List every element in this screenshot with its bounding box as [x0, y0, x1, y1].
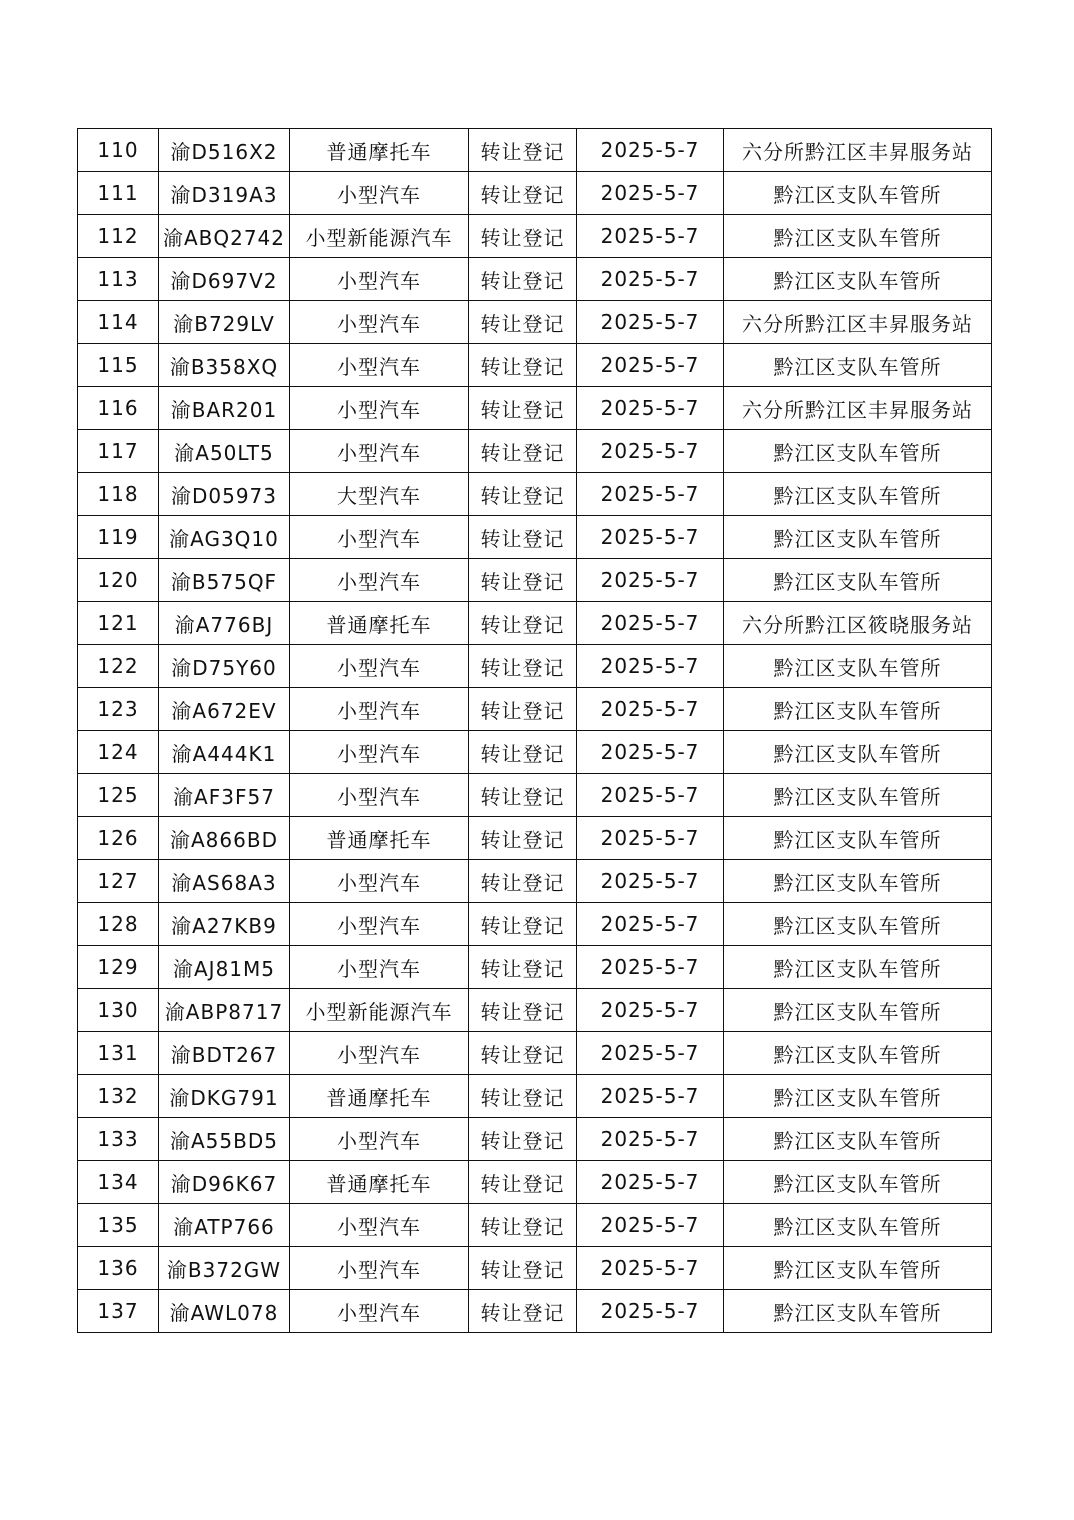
- row-number-cell: 132: [78, 1075, 159, 1118]
- business-type-cell: 转让登记: [469, 817, 577, 860]
- vehicle-type-cell: 小型汽车: [290, 1118, 469, 1161]
- date-cell: 2025-5-7: [577, 860, 724, 903]
- office-cell: 黔江区支队车管所: [724, 1118, 992, 1161]
- table-row: [78, 387, 992, 430]
- office-cell: 黔江区支队车管所: [724, 344, 992, 387]
- table-row: [78, 1118, 992, 1161]
- date-cell: 2025-5-7: [577, 688, 724, 731]
- office-cell: 黔江区支队车管所: [724, 1161, 992, 1204]
- office-cell: 六分所黔江区丰昇服务站: [724, 387, 992, 430]
- date-cell: 2025-5-7: [577, 1247, 724, 1290]
- vehicle-type-cell: 小型汽车: [290, 946, 469, 989]
- vehicle-type-cell: 小型汽车: [290, 1204, 469, 1247]
- date-cell: 2025-5-7: [577, 903, 724, 946]
- row-number-cell: 126: [78, 817, 159, 860]
- plate-number-cell: 渝DKG791: [159, 1075, 290, 1118]
- business-type-cell: 转让登记: [469, 1290, 577, 1333]
- business-type-cell: 转让登记: [469, 946, 577, 989]
- vehicle-type-cell: 小型汽车: [290, 1032, 469, 1075]
- vehicle-type-cell: 小型汽车: [290, 645, 469, 688]
- office-cell: 黔江区支队车管所: [724, 172, 992, 215]
- plate-number-cell: 渝A672EV: [159, 688, 290, 731]
- business-type-cell: 转让登记: [469, 473, 577, 516]
- plate-number-cell: 渝AG3Q10: [159, 516, 290, 559]
- vehicle-type-cell: 小型汽车: [290, 301, 469, 344]
- office-cell: 黔江区支队车管所: [724, 1032, 992, 1075]
- business-type-cell: 转让登记: [469, 430, 577, 473]
- vehicle-type-cell: 小型汽车: [290, 860, 469, 903]
- row-number-cell: 123: [78, 688, 159, 731]
- row-number-cell: 125: [78, 774, 159, 817]
- plate-number-cell: 渝A50LT5: [159, 430, 290, 473]
- table-row: [78, 1161, 992, 1204]
- row-number-cell: 115: [78, 344, 159, 387]
- plate-number-cell: 渝AWL078: [159, 1290, 290, 1333]
- business-type-cell: 转让登记: [469, 1075, 577, 1118]
- date-cell: 2025-5-7: [577, 129, 724, 172]
- row-number-cell: 129: [78, 946, 159, 989]
- vehicle-type-cell: 小型汽车: [290, 1290, 469, 1333]
- date-cell: 2025-5-7: [577, 430, 724, 473]
- business-type-cell: 转让登记: [469, 645, 577, 688]
- date-cell: 2025-5-7: [577, 989, 724, 1032]
- table-row: [78, 516, 992, 559]
- vehicle-type-cell: 小型汽车: [290, 774, 469, 817]
- business-type-cell: 转让登记: [469, 860, 577, 903]
- vehicle-type-cell: 小型汽车: [290, 258, 469, 301]
- office-cell: 黔江区支队车管所: [724, 215, 992, 258]
- business-type-cell: 转让登记: [469, 903, 577, 946]
- table-row: [78, 301, 992, 344]
- date-cell: 2025-5-7: [577, 1118, 724, 1161]
- date-cell: 2025-5-7: [577, 516, 724, 559]
- table-row: [78, 473, 992, 516]
- office-cell: 黔江区支队车管所: [724, 1290, 992, 1333]
- plate-number-cell: 渝ABP8717: [159, 989, 290, 1032]
- date-cell: 2025-5-7: [577, 344, 724, 387]
- row-number-cell: 114: [78, 301, 159, 344]
- plate-number-cell: 渝ABQ2742: [159, 215, 290, 258]
- table-row: [78, 860, 992, 903]
- plate-number-cell: 渝B358XQ: [159, 344, 290, 387]
- business-type-cell: 转让登记: [469, 129, 577, 172]
- table-row: [78, 1032, 992, 1075]
- office-cell: 黔江区支队车管所: [724, 1247, 992, 1290]
- business-type-cell: 转让登记: [469, 215, 577, 258]
- row-number-cell: 120: [78, 559, 159, 602]
- table-row: [78, 817, 992, 860]
- date-cell: 2025-5-7: [577, 301, 724, 344]
- business-type-cell: 转让登记: [469, 172, 577, 215]
- business-type-cell: 转让登记: [469, 301, 577, 344]
- table-row: [78, 774, 992, 817]
- table-row: [78, 1247, 992, 1290]
- vehicle-type-cell: 小型汽车: [290, 559, 469, 602]
- table-row: [78, 688, 992, 731]
- row-number-cell: 110: [78, 129, 159, 172]
- date-cell: 2025-5-7: [577, 473, 724, 516]
- date-cell: 2025-5-7: [577, 1204, 724, 1247]
- business-type-cell: 转让登记: [469, 258, 577, 301]
- office-cell: 六分所黔江区丰昇服务站: [724, 129, 992, 172]
- plate-number-cell: 渝B729LV: [159, 301, 290, 344]
- business-type-cell: 转让登记: [469, 344, 577, 387]
- plate-number-cell: 渝A776BJ: [159, 602, 290, 645]
- office-cell: 黔江区支队车管所: [724, 473, 992, 516]
- vehicle-type-cell: 普通摩托车: [290, 602, 469, 645]
- office-cell: 黔江区支队车管所: [724, 817, 992, 860]
- table-row: [78, 215, 992, 258]
- row-number-cell: 116: [78, 387, 159, 430]
- vehicle-type-cell: 普通摩托车: [290, 817, 469, 860]
- date-cell: 2025-5-7: [577, 645, 724, 688]
- date-cell: 2025-5-7: [577, 1161, 724, 1204]
- date-cell: 2025-5-7: [577, 258, 724, 301]
- office-cell: 黔江区支队车管所: [724, 1204, 992, 1247]
- date-cell: 2025-5-7: [577, 215, 724, 258]
- row-number-cell: 131: [78, 1032, 159, 1075]
- plate-number-cell: 渝A866BD: [159, 817, 290, 860]
- table-row: [78, 1204, 992, 1247]
- table-row: [78, 129, 992, 172]
- date-cell: 2025-5-7: [577, 774, 724, 817]
- vehicle-type-cell: 小型汽车: [290, 1247, 469, 1290]
- table-body: [78, 129, 992, 1333]
- table-row: [78, 903, 992, 946]
- office-cell: 六分所黔江区筱晓服务站: [724, 602, 992, 645]
- office-cell: 黔江区支队车管所: [724, 258, 992, 301]
- business-type-cell: 转让登记: [469, 688, 577, 731]
- office-cell: 黔江区支队车管所: [724, 946, 992, 989]
- vehicle-type-cell: 小型汽车: [290, 731, 469, 774]
- plate-number-cell: 渝A55BD5: [159, 1118, 290, 1161]
- date-cell: 2025-5-7: [577, 1290, 724, 1333]
- plate-number-cell: 渝D75Y60: [159, 645, 290, 688]
- table-row: [78, 602, 992, 645]
- table-row: [78, 430, 992, 473]
- office-cell: 黔江区支队车管所: [724, 774, 992, 817]
- row-number-cell: 136: [78, 1247, 159, 1290]
- vehicle-type-cell: 小型汽车: [290, 688, 469, 731]
- date-cell: 2025-5-7: [577, 817, 724, 860]
- table-row: [78, 645, 992, 688]
- office-cell: 黔江区支队车管所: [724, 1075, 992, 1118]
- business-type-cell: 转让登记: [469, 559, 577, 602]
- vehicle-type-cell: 普通摩托车: [290, 129, 469, 172]
- table-row: [78, 1290, 992, 1333]
- table-row: [78, 344, 992, 387]
- plate-number-cell: 渝A27KB9: [159, 903, 290, 946]
- plate-number-cell: 渝B372GW: [159, 1247, 290, 1290]
- registration-table: [77, 128, 992, 1333]
- date-cell: 2025-5-7: [577, 946, 724, 989]
- office-cell: 黔江区支队车管所: [724, 559, 992, 602]
- office-cell: 黔江区支队车管所: [724, 430, 992, 473]
- table-row: [78, 946, 992, 989]
- plate-number-cell: 渝D697V2: [159, 258, 290, 301]
- plate-number-cell: 渝A444K1: [159, 731, 290, 774]
- plate-number-cell: 渝BAR201: [159, 387, 290, 430]
- row-number-cell: 134: [78, 1161, 159, 1204]
- row-number-cell: 117: [78, 430, 159, 473]
- business-type-cell: 转让登记: [469, 1032, 577, 1075]
- vehicle-type-cell: 小型新能源汽车: [290, 215, 469, 258]
- row-number-cell: 113: [78, 258, 159, 301]
- office-cell: 黔江区支队车管所: [724, 860, 992, 903]
- office-cell: 六分所黔江区丰昇服务站: [724, 301, 992, 344]
- row-number-cell: 133: [78, 1118, 159, 1161]
- business-type-cell: 转让登记: [469, 1204, 577, 1247]
- office-cell: 黔江区支队车管所: [724, 903, 992, 946]
- vehicle-type-cell: 小型汽车: [290, 172, 469, 215]
- plate-number-cell: 渝D319A3: [159, 172, 290, 215]
- date-cell: 2025-5-7: [577, 1075, 724, 1118]
- table-row: [78, 559, 992, 602]
- vehicle-type-cell: 普通摩托车: [290, 1075, 469, 1118]
- business-type-cell: 转让登记: [469, 1161, 577, 1204]
- row-number-cell: 130: [78, 989, 159, 1032]
- office-cell: 黔江区支队车管所: [724, 688, 992, 731]
- row-number-cell: 137: [78, 1290, 159, 1333]
- date-cell: 2025-5-7: [577, 731, 724, 774]
- business-type-cell: 转让登记: [469, 602, 577, 645]
- row-number-cell: 127: [78, 860, 159, 903]
- plate-number-cell: 渝B575QF: [159, 559, 290, 602]
- table-row: [78, 172, 992, 215]
- plate-number-cell: 渝AF3F57: [159, 774, 290, 817]
- row-number-cell: 119: [78, 516, 159, 559]
- business-type-cell: 转让登记: [469, 1118, 577, 1161]
- table-row: [78, 1075, 992, 1118]
- plate-number-cell: 渝D05973: [159, 473, 290, 516]
- date-cell: 2025-5-7: [577, 172, 724, 215]
- row-number-cell: 121: [78, 602, 159, 645]
- table-row: [78, 731, 992, 774]
- date-cell: 2025-5-7: [577, 602, 724, 645]
- row-number-cell: 135: [78, 1204, 159, 1247]
- vehicle-type-cell: 普通摩托车: [290, 1161, 469, 1204]
- vehicle-type-cell: 小型汽车: [290, 903, 469, 946]
- plate-number-cell: 渝BDT267: [159, 1032, 290, 1075]
- row-number-cell: 122: [78, 645, 159, 688]
- row-number-cell: 111: [78, 172, 159, 215]
- vehicle-type-cell: 大型汽车: [290, 473, 469, 516]
- business-type-cell: 转让登记: [469, 387, 577, 430]
- date-cell: 2025-5-7: [577, 1032, 724, 1075]
- table-row: [78, 258, 992, 301]
- office-cell: 黔江区支队车管所: [724, 731, 992, 774]
- vehicle-type-cell: 小型汽车: [290, 516, 469, 559]
- office-cell: 黔江区支队车管所: [724, 645, 992, 688]
- business-type-cell: 转让登记: [469, 731, 577, 774]
- row-number-cell: 112: [78, 215, 159, 258]
- plate-number-cell: 渝D516X2: [159, 129, 290, 172]
- business-type-cell: 转让登记: [469, 1247, 577, 1290]
- plate-number-cell: 渝AJ81M5: [159, 946, 290, 989]
- date-cell: 2025-5-7: [577, 387, 724, 430]
- date-cell: 2025-5-7: [577, 559, 724, 602]
- vehicle-type-cell: 小型汽车: [290, 430, 469, 473]
- business-type-cell: 转让登记: [469, 774, 577, 817]
- row-number-cell: 128: [78, 903, 159, 946]
- plate-number-cell: 渝AS68A3: [159, 860, 290, 903]
- row-number-cell: 124: [78, 731, 159, 774]
- business-type-cell: 转让登记: [469, 516, 577, 559]
- vehicle-type-cell: 小型新能源汽车: [290, 989, 469, 1032]
- row-number-cell: 118: [78, 473, 159, 516]
- table-row: [78, 989, 992, 1032]
- business-type-cell: 转让登记: [469, 989, 577, 1032]
- vehicle-type-cell: 小型汽车: [290, 387, 469, 430]
- office-cell: 黔江区支队车管所: [724, 989, 992, 1032]
- office-cell: 黔江区支队车管所: [724, 516, 992, 559]
- plate-number-cell: 渝ATP766: [159, 1204, 290, 1247]
- plate-number-cell: 渝D96K67: [159, 1161, 290, 1204]
- vehicle-type-cell: 小型汽车: [290, 344, 469, 387]
